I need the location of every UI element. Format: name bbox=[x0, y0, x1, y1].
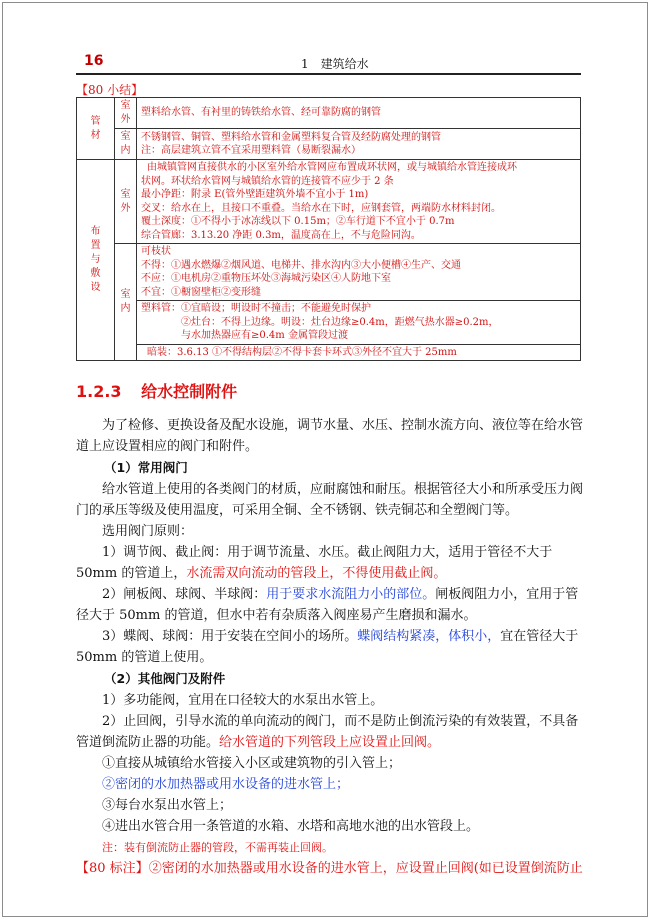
summary-table bbox=[76, 97, 581, 361]
table-row bbox=[77, 244, 581, 301]
table-row bbox=[77, 160, 581, 244]
page-number: 16 bbox=[84, 53, 104, 69]
intro-paragraph: 为了检修、更换设备及配水设施，调节水量、水压、控制水流方向、液位等在给水管道上应设置相应的阀门和附件。 bbox=[76, 418, 584, 454]
category-pipe-material: 管材 bbox=[77, 98, 115, 160]
chapter-title: 1 建筑给水 bbox=[301, 57, 369, 71]
subcategory-indoor: 室内 bbox=[115, 244, 137, 361]
table-row bbox=[77, 98, 581, 129]
list-item: 1）多功能阀，宜用在口径较大的水泵出水管上。 bbox=[102, 693, 384, 708]
page-header bbox=[76, 49, 581, 75]
pipe-indoor-text: 不锈钢管、铜管、塑料给水管和金属塑料复合管及经防腐处理的钢管 注：高层建筑立管不宜采用塑料管（易断裂漏水） bbox=[137, 129, 581, 160]
layout-outdoor-text: 由城镇管网直接供水的小区室外给水管网应布置成环状网，或与城镇给水管连接成环 状网。环状给水管网与城镇给水管的连接管不应少于 2 条 最小净距：附录 E(管外壁距建筑外墙不宜小于 1m) 交叉：给水在上，且接口不重叠。当给水在下时，应钢套管，两端防水材料封闭。 覆土深度：①不得小于冰冻线以下 0.15m；②车行道下不宜小于 0.7m 综合管廊：3.13.20 净距 0.3m，温度高在上，不与危险同沟。 bbox=[137, 160, 581, 244]
layout-indoor-block2: 塑料管：①宜暗设；明设时不撞击；不能避免时保护 ②灶台：不得上边缘。明设：灶台边缘≥0.4m，距燃气热水器≥0.2m， 与水加热器应有≥0.4m 金属管段过渡 bbox=[137, 301, 581, 345]
list-item: ③每台水泵出水管上； bbox=[102, 798, 233, 813]
list-item: 2）闸板阀、球阀、半球阀：用于要求水流阻力小的部位。闸板阀阻力小，宜用于管径大于 50mm 的管道，但水中若有杂质落入阀座易产生磨损和漏水。 bbox=[76, 587, 579, 623]
layout-indoor-block1: 可枝状 不得：①遇水燃爆②烟风道、电梯井、排水沟内③大小便槽④生产、交通 不应：①电机房②重物压坏处③海城污染区④人防地下室 不宜：①橱窗壁柜②变形缝 bbox=[137, 244, 581, 301]
list-item: 1）调节阀、截止阀：用于调节流量、水压。截止阀阻力大，适用于管径不大于 50mm 的管道上，水流需双向流动的管段上，不得使用截止阀。 bbox=[76, 545, 553, 581]
paragraph: 选用阀门原则： bbox=[102, 524, 194, 539]
list-item: ②密闭的水加热器或用水设备的进水管上； bbox=[102, 777, 350, 792]
section-title: 给水控制附件 bbox=[141, 382, 238, 401]
pipe-outdoor-text: 塑料给水管、有衬里的铸铁给水管、经可靠防腐的钢管 bbox=[137, 98, 581, 129]
category-layout: 布置与敷设 bbox=[77, 160, 115, 361]
summary-label: 【80 小结】 bbox=[76, 83, 144, 97]
subheading-common-valves: （1）常用阀门 bbox=[104, 460, 188, 475]
table-row bbox=[77, 129, 581, 160]
subcategory-indoor: 室内 bbox=[115, 129, 137, 160]
paragraph: 给水管道上使用的各类阀门的材质，应耐腐蚀和耐压。根据管径大小和所承受压力阀门的承压等级及使用温度，可采用全铜、全不锈钢、铁壳铜芯和全塑阀门等。 bbox=[76, 482, 584, 518]
section-heading bbox=[76, 379, 237, 402]
note: 注：装有倒流防止器的管段，不需再装止回阀。 bbox=[102, 841, 333, 854]
annotation-80: 【80 标注】②密闭的水加热器或用水设备的进水管上，应设置止回阀(如已设置倒流防止 bbox=[76, 861, 583, 876]
subcategory-outdoor: 室外 bbox=[115, 160, 137, 244]
list-item: 2）止回阀，引导水流的单向流动的阀门，而不是防止倒流污染的有效装置，不具备管道倒流防止器的功能。给水管道的下列管段上应设置止回阀。 bbox=[76, 714, 579, 750]
subheading-other-valves: （2）其他阀门及附件 bbox=[104, 671, 226, 686]
subcategory-outdoor: 室外 bbox=[115, 98, 137, 129]
document-page bbox=[2, 2, 648, 917]
list-item: ④进出水管合用一条管道的水箱、水塔和高地水池的出水管段上。 bbox=[102, 819, 480, 834]
body-text bbox=[76, 415, 584, 879]
layout-indoor-block3: 暗装：3.6.13 ①不得结构层②不得卡套卡环式③外径不宜大于 25mm bbox=[137, 344, 581, 361]
list-item: ①直接从城镇给水管接入小区或建筑物的引入管上； bbox=[102, 756, 402, 771]
table-row bbox=[77, 301, 581, 345]
table-row bbox=[77, 344, 581, 361]
section-number: 1.2.3 bbox=[76, 382, 122, 401]
list-item: 3）蝶阀、球阀：用于安装在空间小的场所。蝶阀结构紧凑，体积小，宜在管径大于 50mm 的管道上使用。 bbox=[76, 629, 579, 665]
